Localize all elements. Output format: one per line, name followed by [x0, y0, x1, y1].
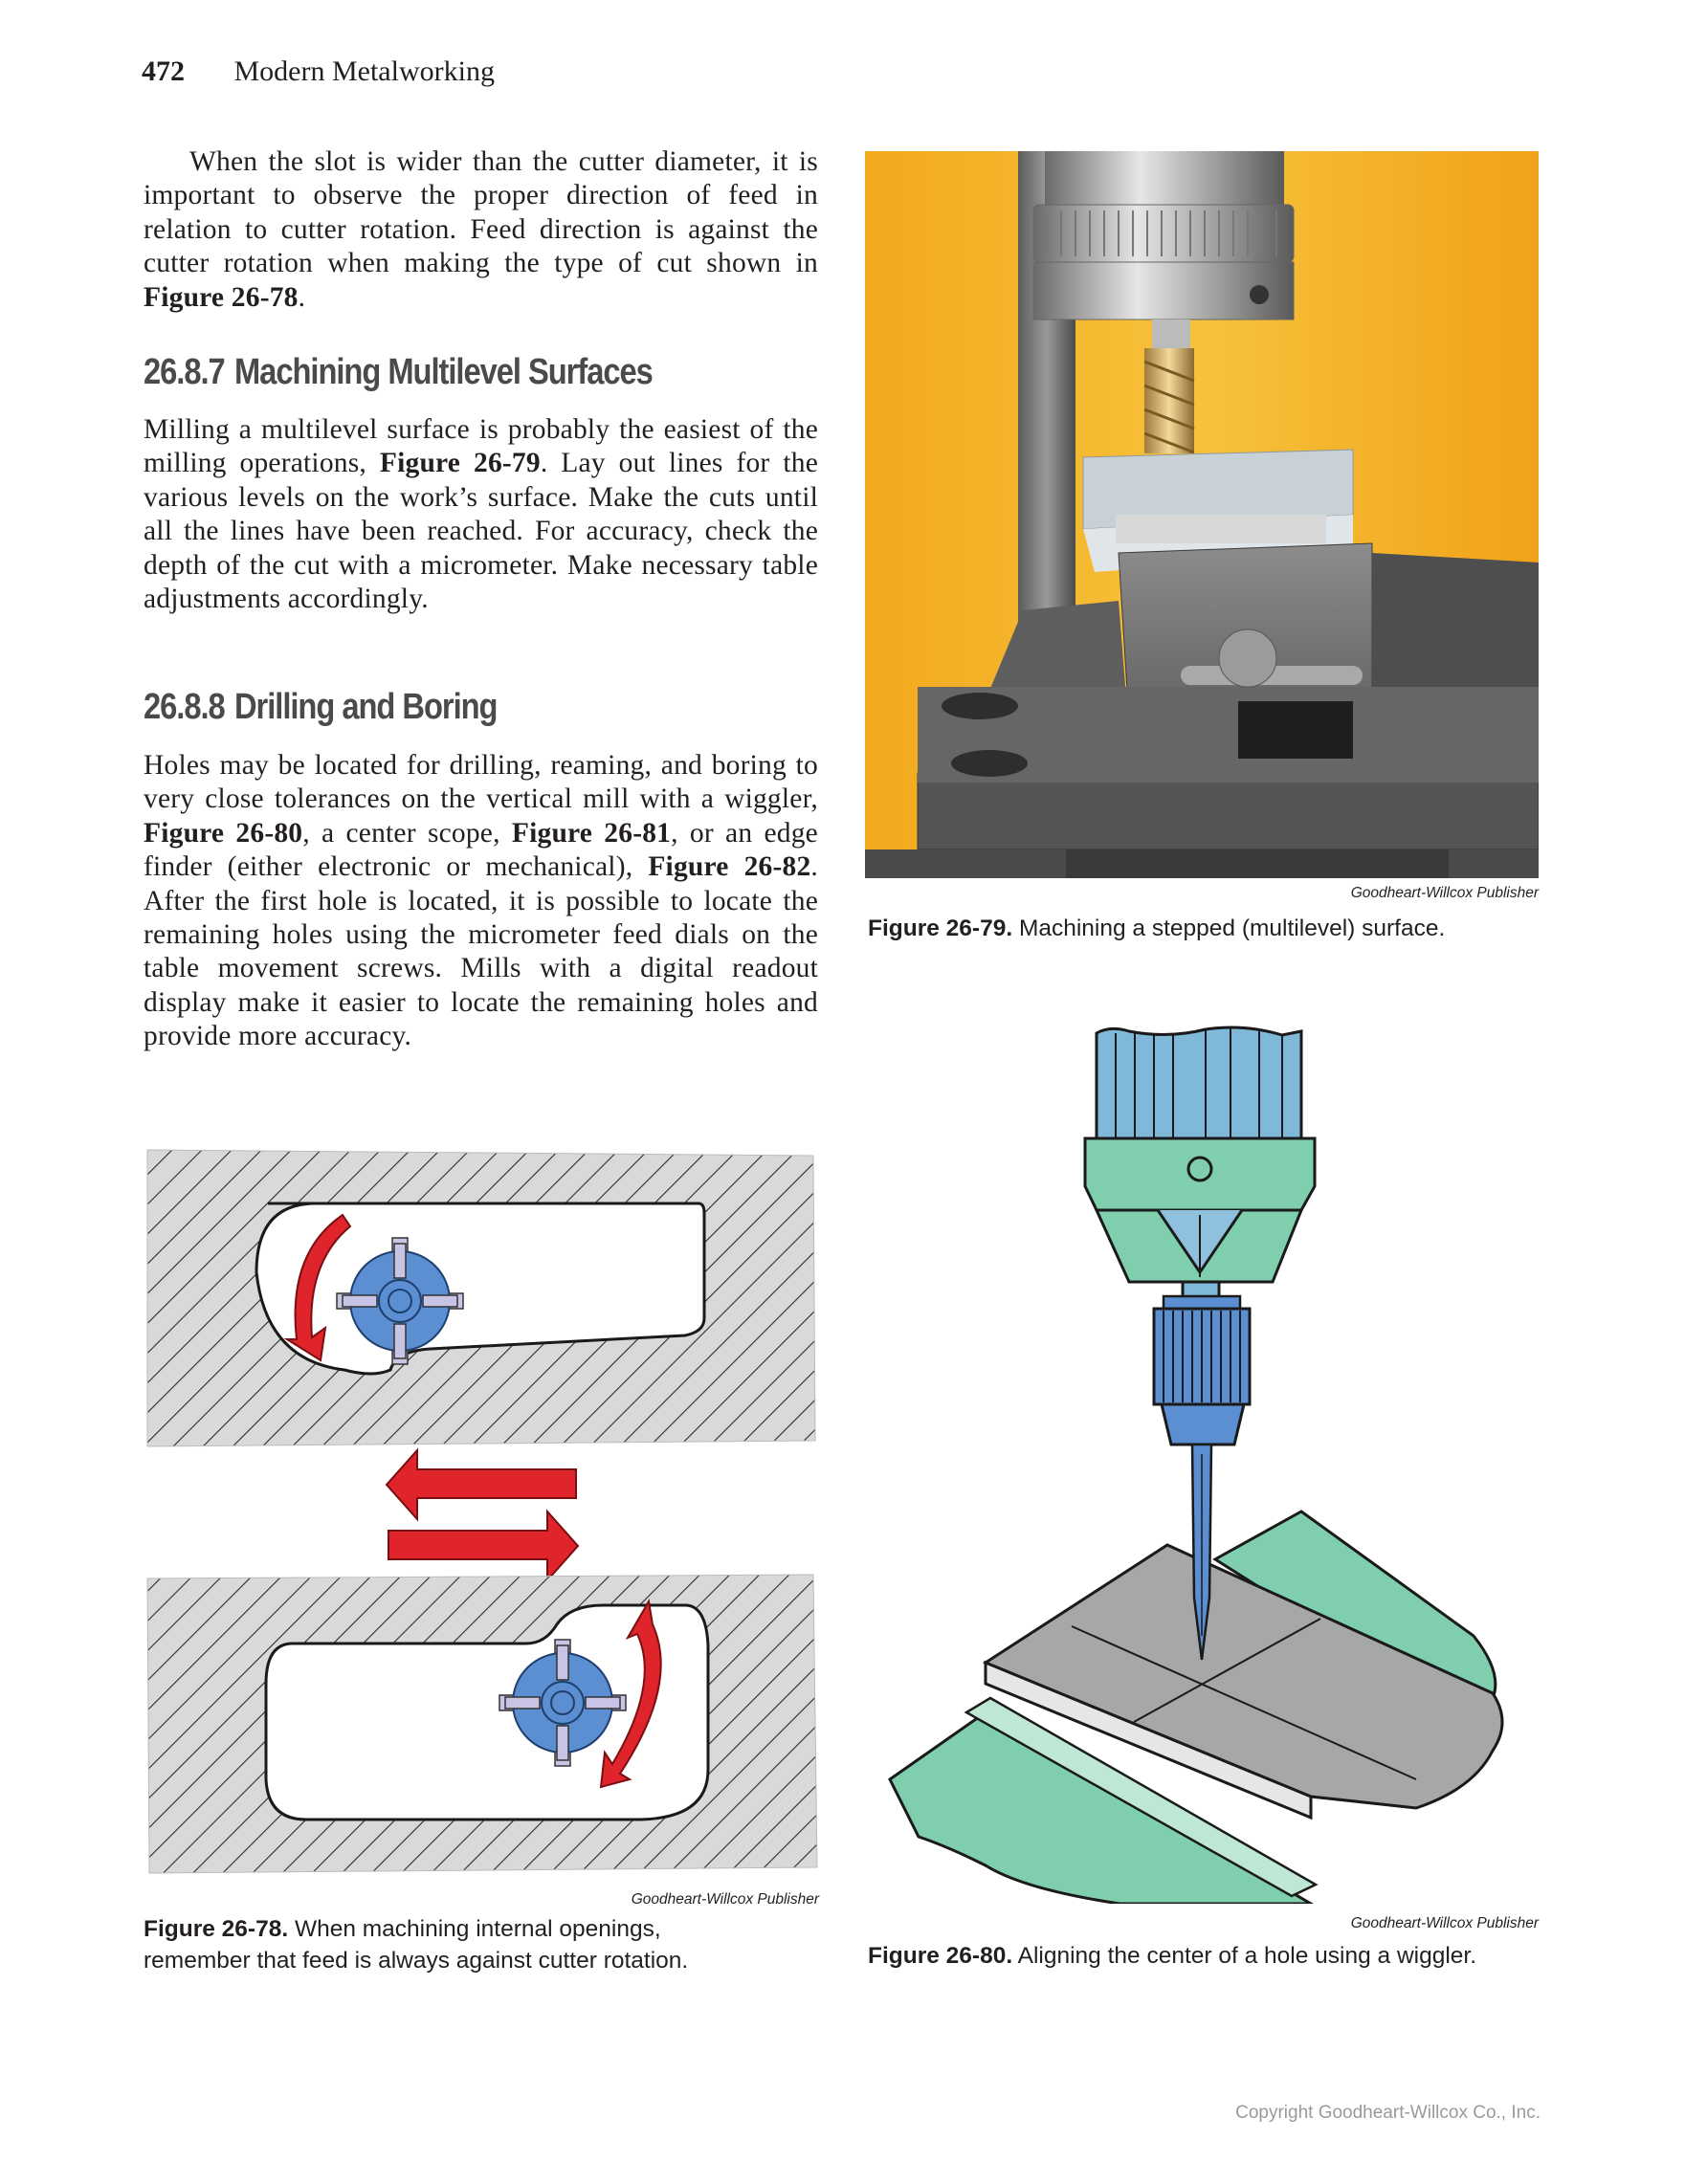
figure-78-credit: Goodheart-Willcox Publisher — [631, 1891, 819, 1908]
multilevel-paragraph: Milling a multilevel surface is probably the easiest of the milling operations, Figure 26-79. Lay out lines for the various levels on the work’s surface. Make the cuts until all the lines have been reached. For accuracy, check the depth of the cut with a micrometer. Make necessary table adjustments accordingly. — [144, 414, 818, 615]
figure-80-label: Figure 26-80. — [868, 1943, 1013, 1969]
figure-26-80-diagram — [880, 1024, 1541, 1904]
figure-80-credit: Goodheart-Willcox Publisher — [1350, 1915, 1539, 1931]
figure-26-79-photo — [865, 151, 1539, 878]
drilling-paragraph: Holes may be located for drilling, reaming, and boring to very close tolerances on the vertical mill with a wiggler, Figure 26-80, a center scope, Figure 26-81, or an edge finder (either electronic or mechanical), Figure 26-82. After the first hole is located, it is possible to locate the remaining holes using the micrometer feed dials on the table movement screws. Mills with a digital readout display make it easier to locate the remaining holes and provide more accuracy. — [144, 750, 818, 1052]
copyright-notice: Copyright Goodheart-Willcox Co., Inc. — [1235, 2103, 1541, 2123]
intro-block — [144, 145, 818, 315]
spindle — [1097, 1027, 1301, 1138]
figure-ref[interactable]: Figure 26-80 — [144, 817, 303, 849]
figure-ref[interactable]: Figure 26-82 — [648, 851, 811, 883]
section-multilevel-body — [144, 413, 818, 616]
figure-ref[interactable]: Figure 26-81 — [511, 817, 672, 849]
section-drilling-body — [144, 749, 818, 1054]
running-header — [142, 55, 495, 88]
page-number: 472 — [142, 55, 185, 87]
book-title: Modern Metalworking — [233, 55, 495, 87]
figure-26-78-diagram — [144, 1148, 819, 1885]
section-heading-multilevel: 26.8.7 Machining Multilevel Surfaces — [144, 352, 653, 392]
figure-ref[interactable]: Figure 26-78 — [144, 281, 299, 313]
figure-78-caption: Figure 26-78. When machining internal openings, remember that feed is always against cutter rotation. — [144, 1916, 689, 1974]
figure-79-credit: Goodheart-Willcox Publisher — [1350, 885, 1539, 901]
figure-ref[interactable]: Figure 26-79 — [379, 448, 541, 479]
figure-78-label: Figure 26-78. — [144, 1916, 289, 1942]
figure-79-label: Figure 26-79. — [868, 916, 1013, 941]
figure-79-caption: Figure 26-79. Machining a stepped (multilevel) surface. — [868, 916, 1446, 941]
section-heading-drilling: 26.8.8 Drilling and Boring — [144, 687, 498, 727]
feed-arrow-left — [387, 1450, 576, 1519]
intro-paragraph: When the slot is wider than the cutter diameter, it is important to observe the proper direction of feed in relation to cutter rotation. Feed direction is against the cutter rotation when making the type of cut shown in Figure 26-78. — [144, 146, 818, 313]
figure-80-caption: Figure 26-80. Aligning the center of a hole using a wiggler. — [868, 1943, 1477, 1969]
feed-arrow-right — [388, 1511, 578, 1580]
